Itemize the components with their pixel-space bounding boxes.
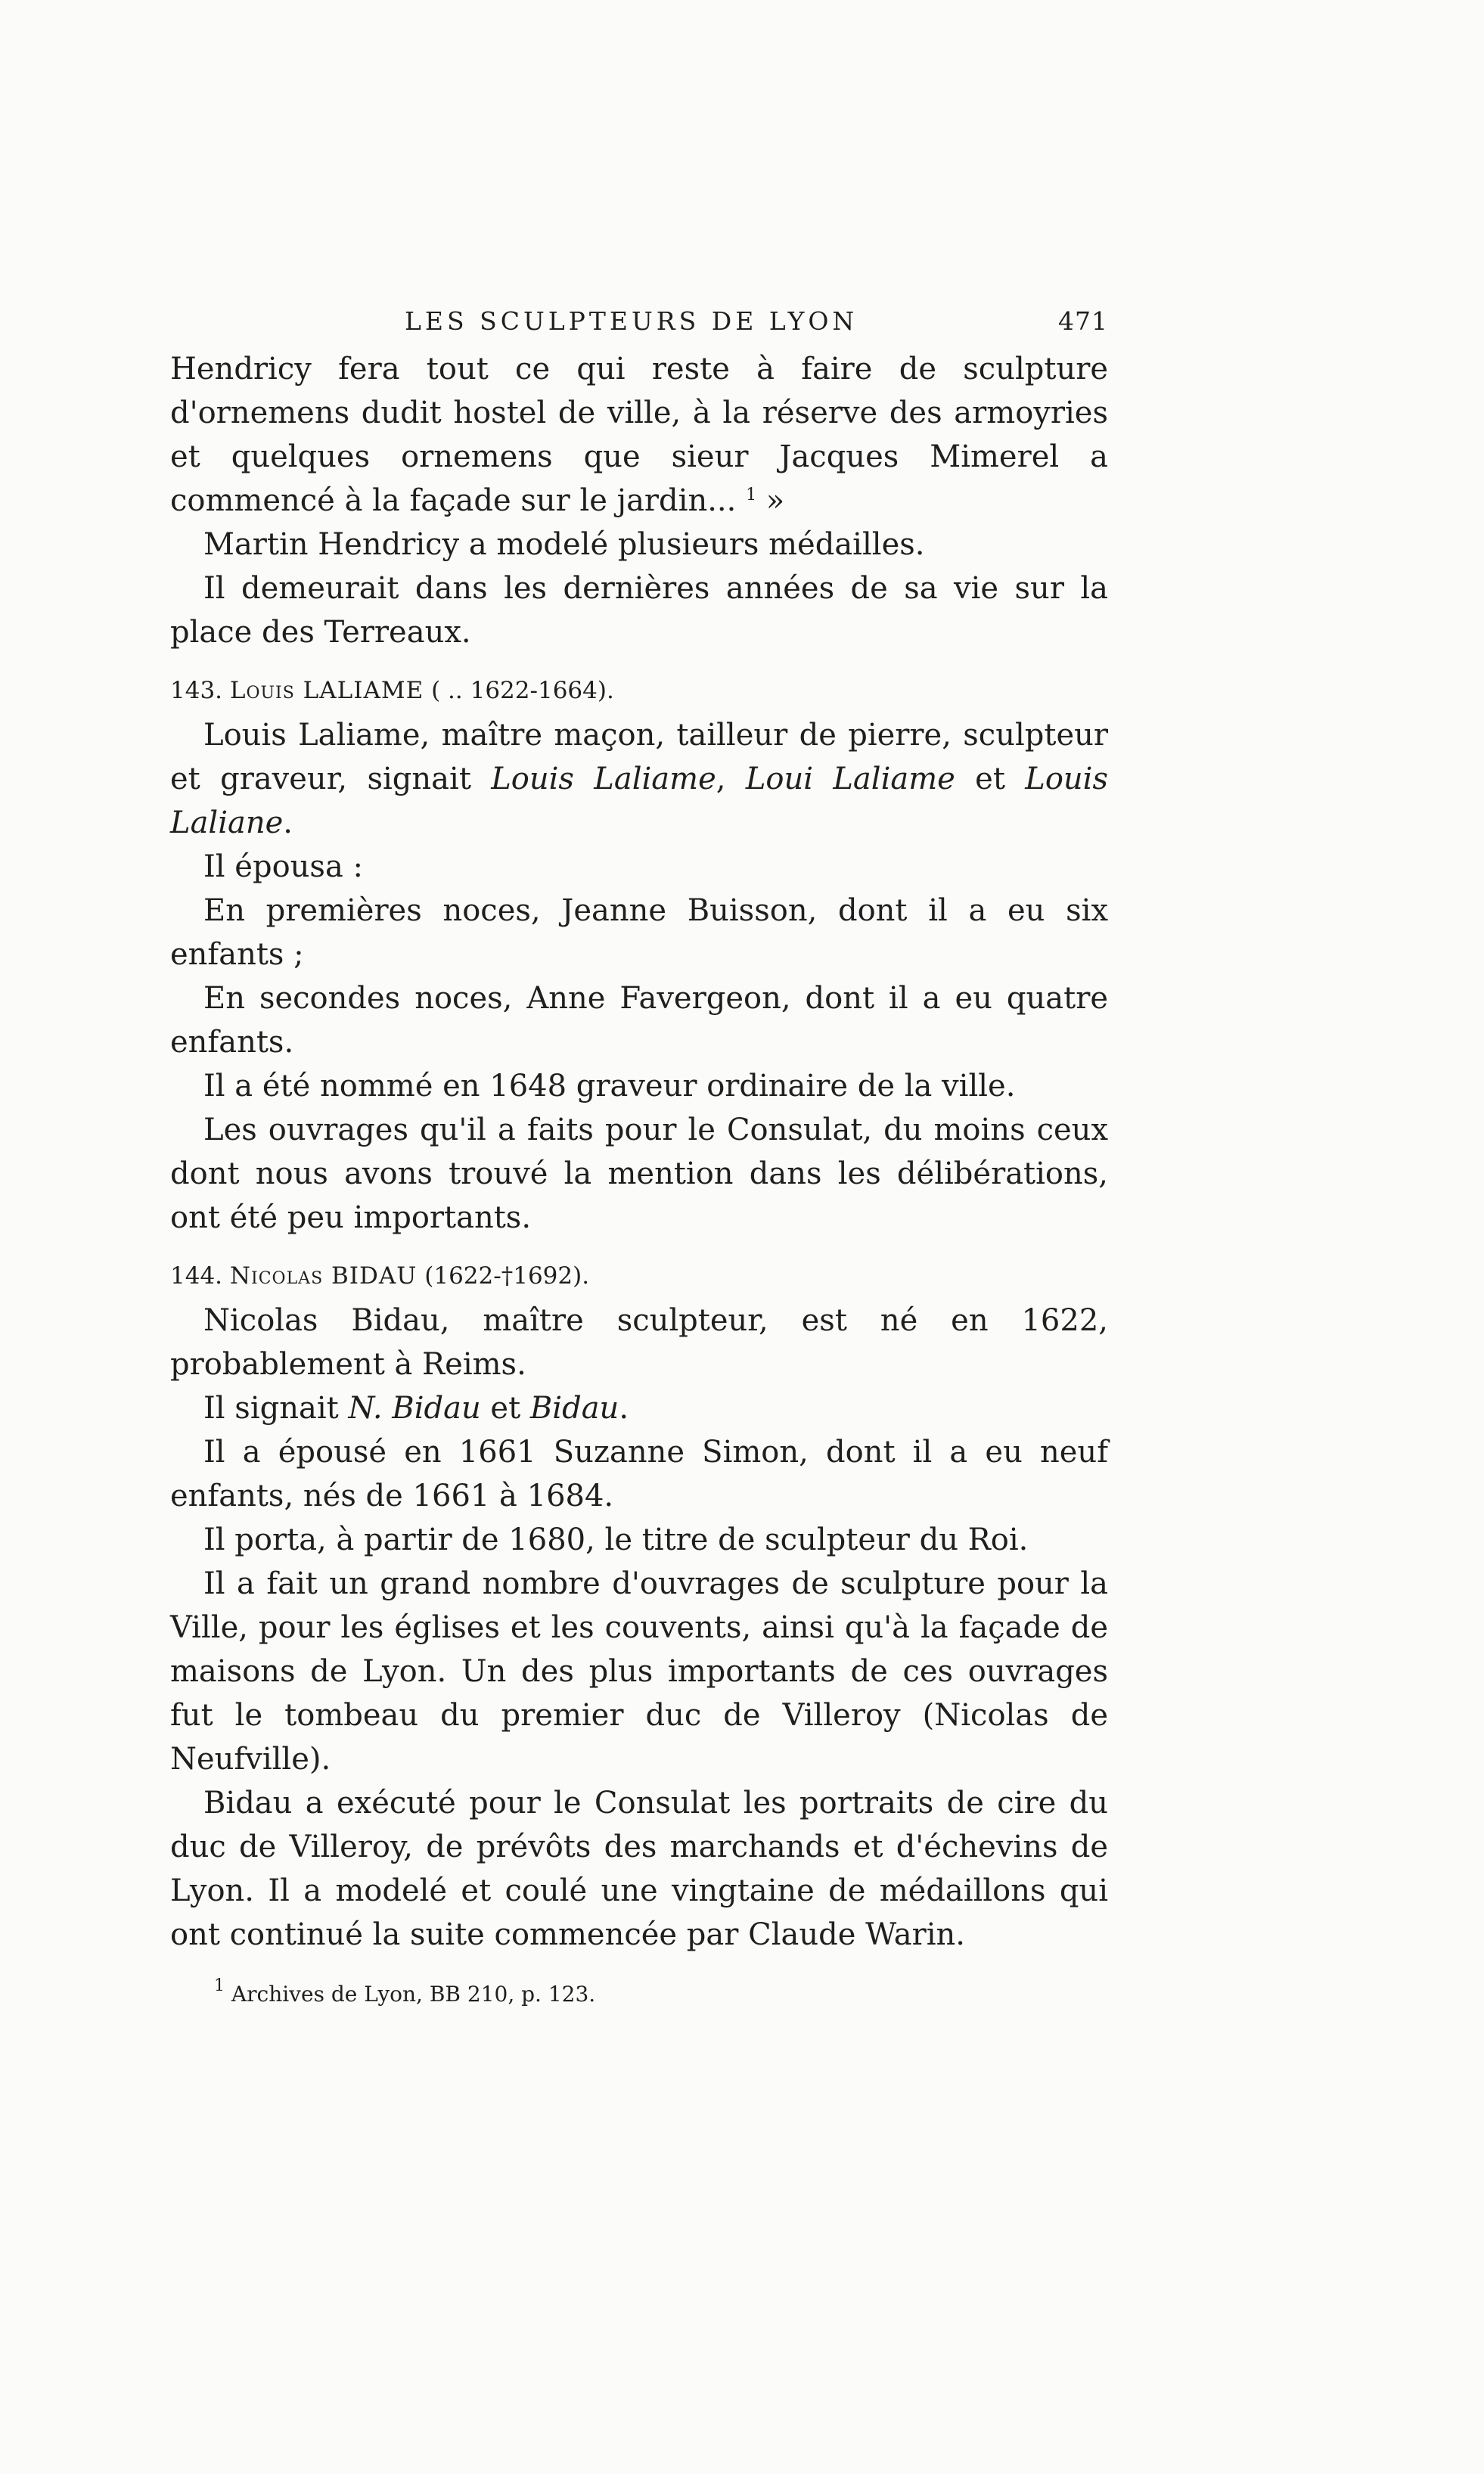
running-title: LES SCULPTEURS DE LYON [405,306,858,336]
entry-heading-143: 143. Louis LALIAME ( .. 1622-1664). [170,677,614,704]
footnote-marker: 1 [214,1976,225,1995]
intro-paragraph-1: Hendricy fera tout ce qui reste à faire de sculpture d'ornemens dudit hostel de ville, à la réserve des armoyries et quelques ornemens que sieur Jacques Mimerel a commencé à la façade sur le jardin... $^1$ » [170,352,1108,518]
entry-143-paragraph-3: En premières noces, Jeanne Buisson, dont il a eu six enfants ; [170,893,1108,972]
entry-143-paragraph-6: Les ouvrages qu'il a faits pour le Consulat, du moins ceux dont nous avons trouvé la mention dans les délibérations, ont été peu importants. [170,1113,1108,1235]
footnote-text: Archives de Lyon, BB 210, p. 123. [225,1982,596,2007]
entry-heading-144: 144. Nicolas BIDAU (1622-†1692). [170,1262,590,1290]
entry-144-paragraph-6: Bidau a exécuté pour le Consulat les portraits de cire du duc de Villeroy, de prévôts des marchands et d'échevins de Lyon. Il a modelé et coulé une vingtaine de médaillons qui ont continué la suite commencée par Claude Warin. [170,1786,1108,1952]
entry-144-paragraph-2: Il signait N. Bidau et Bidau. [203,1391,629,1426]
entry-144-paragraph-5: Il a fait un grand nombre d'ouvrages de sculpture pour la Ville, pour les églises et les couvents, ainsi qu'à la façade de maisons de Lyon. Un des plus importants de ces ouvrages fut le tombeau du premier duc de Villeroy (Nicolas de Neufville). [170,1566,1108,1777]
footnote [214,1976,1108,2010]
footnote-ref: 1 [746,486,757,504]
entry-name: Nicolas BIDAU [229,1262,418,1290]
intro-paragraph-3: Il demeurait dans les dernières années de sa vie sur la place des Terreaux. [170,571,1108,650]
page-number: 471 [1058,306,1108,336]
entry-143-paragraph-1: Louis Laliame, maître maçon, tailleur de pierre, sculpteur et graveur, signait Louis Laliame, Loui Laliame et Louis Laliane. [170,718,1108,840]
entry-143-paragraph-5: Il a été nommé en 1648 graveur ordinaire de la ville. [203,1069,1016,1104]
entry-144-paragraph-3: Il a épousé en 1661 Suzanne Simon, dont il a eu neuf enfants, nés de 1661 à 1684. [170,1435,1108,1513]
running-head [170,306,1108,347]
intro-paragraph-2: Martin Hendricy a modelé plusieurs médailles. [203,527,925,562]
document-page [170,306,1108,2010]
entry-dates: ( .. 1622-1664). [431,677,614,704]
entry-name: Louis LALIAME [229,677,424,704]
entry-143-paragraph-2: Il épousa : [203,849,363,884]
entry-dates: (1622-†1692). [424,1262,590,1290]
entry-144-paragraph-4: Il porta, à partir de 1680, le titre de sculpteur du Roi. [203,1523,1029,1557]
entry-143-paragraph-4: En secondes noces, Anne Favergeon, dont il a eu quatre enfants. [170,981,1108,1060]
entry-144-paragraph-1: Nicolas Bidau, maître sculpteur, est né en 1622, probablement à Reims. [170,1303,1108,1382]
